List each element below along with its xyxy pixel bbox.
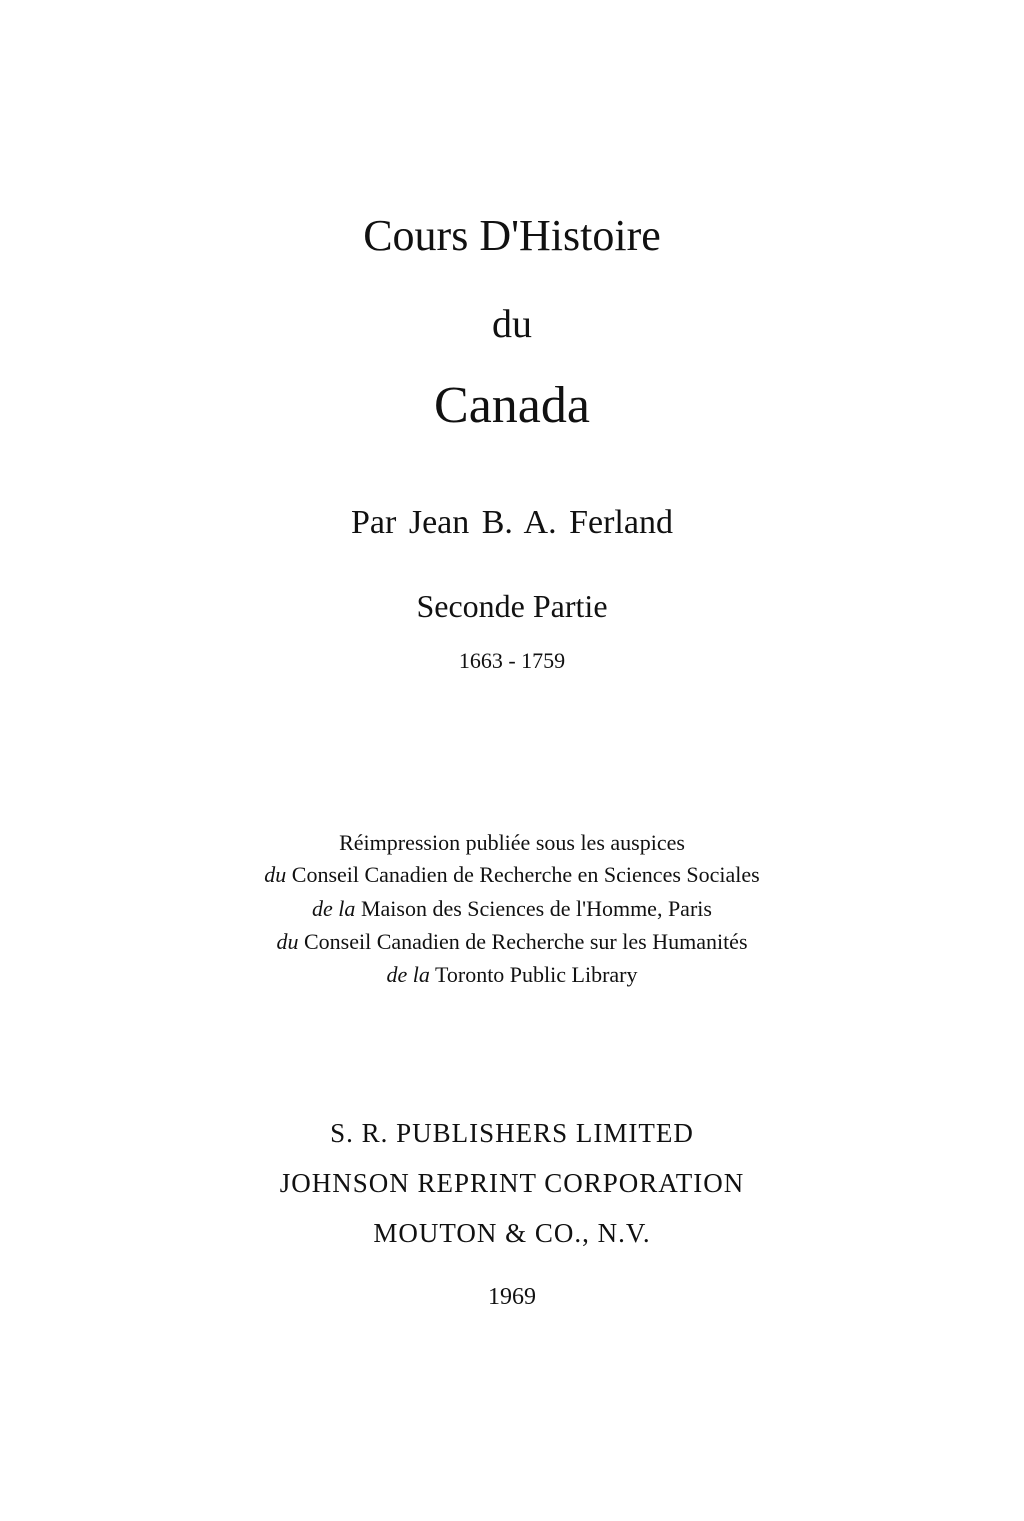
title-line-1: Cours D'Histoire <box>363 211 661 260</box>
title-line-3: Canada <box>434 377 590 434</box>
sponsor-name: Conseil Canadien de Recherche en Sciences Sociales <box>291 862 760 887</box>
sponsor-name: Conseil Canadien de Recherche sur les Humanités <box>303 929 748 954</box>
publisher-line: JOHNSON REPRINT CORPORATION <box>279 1168 745 1198</box>
sponsor-name: Toronto Public Library <box>434 962 638 987</box>
publisher-line: MOUTON & CO., N.V. <box>373 1218 651 1248</box>
author-line: Par Jean B. A. Ferland <box>351 504 673 541</box>
sponsor-prefix: de la <box>386 962 430 987</box>
sponsor-prefix: du <box>276 929 299 954</box>
sponsor-prefix: de la <box>312 896 356 921</box>
title-line-2: du <box>492 301 532 346</box>
reprint-intro: Réimpression publiée sous les auspices <box>339 830 685 855</box>
sponsor-line <box>0 931 1024 953</box>
part-line: Seconde Partie <box>416 588 608 624</box>
publication-year: 1969 <box>488 1284 536 1310</box>
publisher-line: S. R. PUBLISHERS LIMITED <box>330 1118 694 1148</box>
dates-line: 1663 - 1759 <box>458 648 566 673</box>
sponsor-prefix: du <box>264 862 287 887</box>
sponsor-line <box>0 964 1024 986</box>
sponsor-line <box>0 864 1024 886</box>
sponsor-line <box>0 898 1024 920</box>
sponsor-name: Maison des Sciences de l'Homme, Paris <box>360 896 712 921</box>
